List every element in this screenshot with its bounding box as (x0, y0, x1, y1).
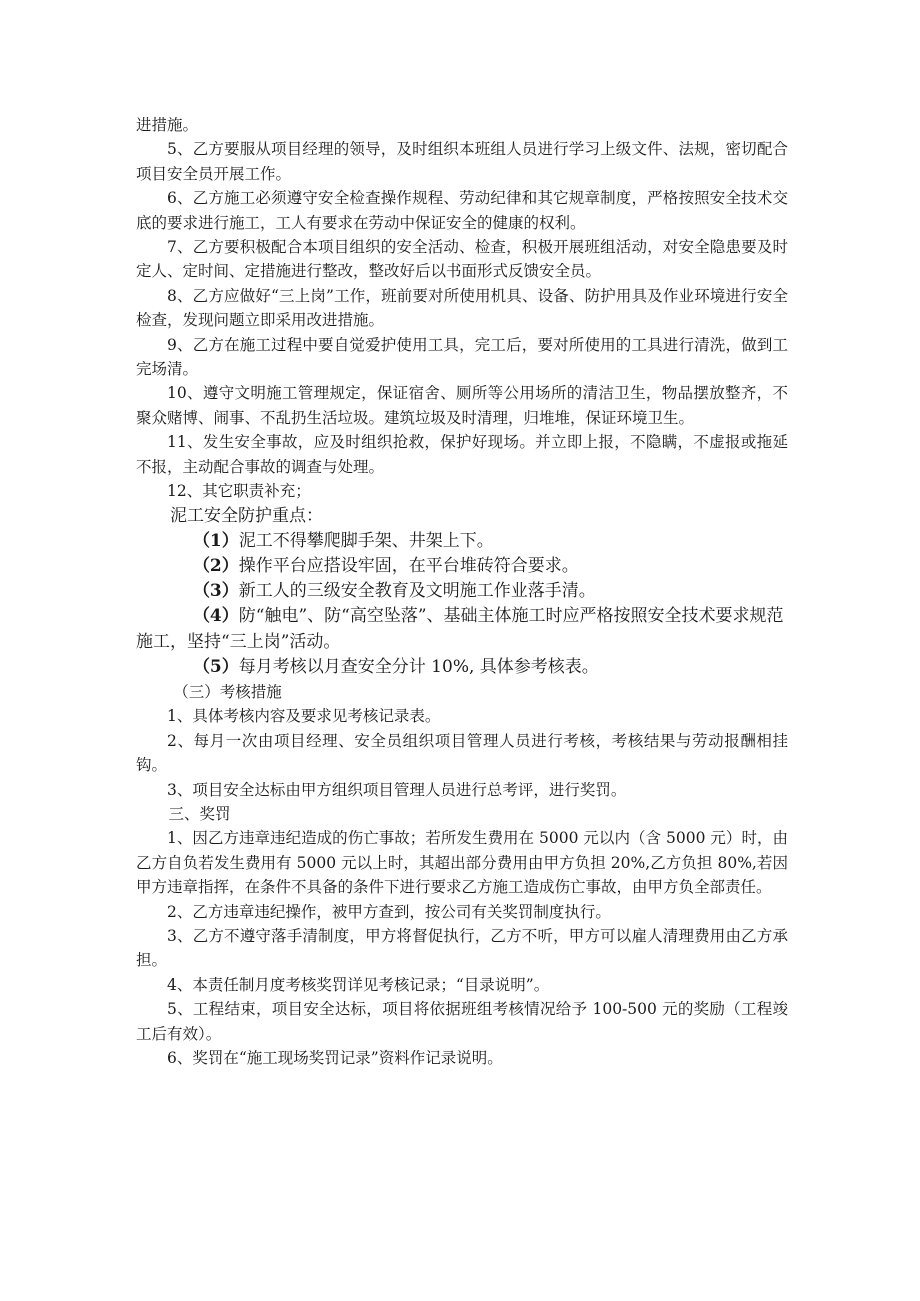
document-page (136, 113, 788, 1070)
rewards-item-3: 3、乙方不遵守落手清制度，甲方将督促执行，乙方不听，甲方可以雇人清理费用由乙方承担。 (136, 926, 788, 970)
mason-item-1 (136, 529, 788, 554)
duty-item-8: 8、乙方应做好“三上岗”工作，班前要对所使用机具、设备、防护用具及作业环境进行安全检查，发现问题立即采用改进措施。 (136, 286, 788, 330)
rewards-item-6: 6、奖罚在“施工现场奖罚记录”资料作记录说明。 (167, 1049, 503, 1068)
rewards-item-1: 1、因乙方违章违纪造成的伤亡事故；若所发生费用在 5000 元以内（含 5000 元）时，由乙方自负若发生费用有 5000 元以上时，其超出部分费用由甲方负担 20%,乙方负担 80%,若因甲方违章指挥，在条件不具备的条件下进行要求乙方施工造成伤亡事故，由甲方负全部责任。 (136, 829, 788, 897)
rewards-item-4: 4、本责任制月度考核奖罚详见考核记录；“目录说明”。 (167, 975, 550, 994)
mason-item-text: 防“触电”、防“高空坠落”、基础主体施工时应严格按照安全技术要求规范施工，坚持“三上岗”活动。 (136, 606, 784, 652)
rewards-item-5: 5、工程结束，项目安全达标，项目将依据班组考核情况给予 100-500 元的奖励（工程竣工后有效）。 (136, 1000, 788, 1043)
mason-item-3 (136, 579, 788, 604)
assessment-item-1: 1、具体考核内容及要求见考核记录表。 (167, 707, 441, 726)
mason-item-number: （3） (192, 581, 239, 602)
mason-item-number: （1） (192, 530, 239, 551)
mason-item-number: （4） (192, 606, 239, 627)
rewards-heading: 三、奖罚 (168, 804, 231, 823)
mason-item-2 (136, 554, 788, 579)
duty-item-11: 11、发生安全事故，应及时组织抢救，保护好现场。并立即上报，不隐瞒，不虚报或拖延不报，主动配合事故的调查与处理。 (136, 433, 788, 476)
mason-item-text: 新工人的三级安全教育及文明施工作业落手清。 (238, 581, 596, 602)
assessment-item-3: 3、项目安全达标由甲方组织项目管理人员进行总考评，进行奖罚。 (167, 780, 627, 799)
duty-item-5: 5、乙方要服从项目经理的领导，及时组织本班组人员进行学习上级文件、法规，密切配合项目安全员开展工作。 (136, 140, 788, 183)
assessment-item-2: 2、每月一次由项目经理、安全员组织项目管理人员进行考核，考核结果与劳动报酬相挂钩。 (136, 731, 788, 775)
duty-item-6: 6、乙方施工必须遵守安全检查操作规程、劳动纪律和其它规章制度，严格按照安全技术交底的要求进行施工，工人有要求在劳动中保证安全的健康的权利。 (136, 189, 788, 232)
duty-item-10: 10、遵守文明施工管理规定，保证宿舍、厕所等公用场所的清洁卫生，物品摆放整齐，不聚众赌博、闹事、不乱扔生活垃圾。建筑垃圾及时清理，归堆堆，保证环境卫生。 (136, 384, 788, 427)
mason-item-number: （2） (192, 555, 239, 576)
rewards-item-2: 2、乙方违章违纪操作，被甲方查到，按公司有关奖罚制度执行。 (167, 902, 611, 921)
mason-item-number: （5） (192, 656, 239, 677)
mason-item-5 (136, 655, 788, 680)
mason-safety-title: 泥工安全防护重点： (170, 505, 323, 526)
assessment-heading: （三）考核措施 (173, 682, 282, 701)
mason-item-text: 泥工不得攀爬脚手架、井架上下。 (238, 530, 494, 551)
mason-item-text: 操作平台应搭设牢固，在平台堆砖符合要求。 (238, 555, 579, 576)
duty-item-7: 7、乙方要积极配合本项目组织的安全活动、检查，积极开展班组活动，对安全隐患要及时定人、定时间、定措施进行整改，整改好后以书面形式反馈安全员。 (136, 238, 788, 281)
duty-item-9: 9、乙方在施工过程中要自觉爱护使用工具，完工后，要对所使用的工具进行清洗，做到工完场清。 (136, 335, 788, 379)
lead-text: 进措施。 (136, 116, 199, 134)
mason-item-text: 每月考核以月查安全分计 10%, 具体参考核表。 (238, 656, 599, 677)
duty-item-12: 12、其它职责补充； (167, 482, 311, 501)
mason-item-4 (136, 604, 788, 654)
